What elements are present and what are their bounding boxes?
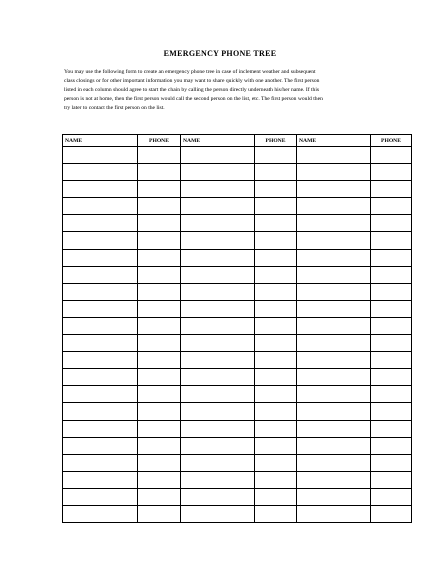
- name-cell[interactable]: [63, 232, 138, 249]
- table-header-row: [63, 135, 412, 147]
- name-cell[interactable]: [297, 352, 371, 369]
- name-cell[interactable]: [63, 505, 138, 522]
- name-cell[interactable]: [63, 454, 138, 471]
- name-cell[interactable]: [63, 283, 138, 300]
- instructions-line: class closings or for other important information you may want to share quickly with one another. The first person: [64, 78, 320, 85]
- phone-cell[interactable]: [138, 403, 181, 420]
- phone-cell[interactable]: [255, 232, 297, 249]
- phone-cell[interactable]: [138, 181, 181, 198]
- phone-cell[interactable]: [371, 505, 412, 522]
- name-cell[interactable]: [297, 420, 371, 437]
- name-cell[interactable]: [297, 249, 371, 266]
- name-cell[interactable]: [181, 181, 255, 198]
- phone-cell[interactable]: [255, 471, 297, 488]
- phone-cell[interactable]: [138, 283, 181, 300]
- name-cell[interactable]: [181, 266, 255, 283]
- name-cell[interactable]: [63, 335, 138, 352]
- phone-cell[interactable]: [255, 335, 297, 352]
- phone-cell[interactable]: [371, 181, 412, 198]
- phone-cell[interactable]: [255, 198, 297, 215]
- column-header-phone: PHONE: [138, 135, 181, 147]
- instructions-line: person is not at home, then the first person would call the second person on the list, etc. The first person would then: [64, 96, 323, 103]
- table-row: [63, 164, 412, 181]
- name-cell[interactable]: [297, 198, 371, 215]
- phone-cell[interactable]: [371, 403, 412, 420]
- phone-cell[interactable]: [255, 488, 297, 505]
- name-cell[interactable]: [297, 471, 371, 488]
- column-header-phone: PHONE: [371, 135, 412, 147]
- phone-cell[interactable]: [255, 300, 297, 317]
- phone-cell[interactable]: [255, 403, 297, 420]
- table-body: [63, 147, 412, 523]
- name-cell[interactable]: [297, 403, 371, 420]
- phone-cell[interactable]: [138, 215, 181, 232]
- instructions-line: listed in each column should agree to start the chain by calling the person directly underneath his/her name. If this: [64, 87, 320, 94]
- phone-cell[interactable]: [371, 300, 412, 317]
- column-header-name: NAME: [297, 135, 371, 147]
- name-cell[interactable]: [181, 335, 255, 352]
- phone-cell[interactable]: [138, 300, 181, 317]
- table-row: [63, 317, 412, 334]
- phone-cell[interactable]: [371, 471, 412, 488]
- phone-cell[interactable]: [138, 471, 181, 488]
- phone-cell[interactable]: [138, 317, 181, 334]
- name-cell[interactable]: [297, 215, 371, 232]
- instructions-paragraph: [64, 68, 400, 113]
- phone-cell[interactable]: [255, 215, 297, 232]
- phone-cell[interactable]: [255, 147, 297, 164]
- phone-cell[interactable]: [371, 283, 412, 300]
- name-cell[interactable]: [63, 266, 138, 283]
- table-row: [63, 181, 412, 198]
- phone-cell[interactable]: [371, 420, 412, 437]
- phone-cell[interactable]: [371, 147, 412, 164]
- name-cell[interactable]: [181, 437, 255, 454]
- table-row: [63, 488, 412, 505]
- name-cell[interactable]: [297, 300, 371, 317]
- phone-cell[interactable]: [138, 352, 181, 369]
- name-cell[interactable]: [63, 317, 138, 334]
- instructions-line: You may use the following form to create an emergency phone tree in case of inclement weather and subsequent: [64, 69, 316, 75]
- name-cell[interactable]: [63, 300, 138, 317]
- phone-cell[interactable]: [255, 164, 297, 181]
- phone-cell[interactable]: [255, 505, 297, 522]
- phone-cell[interactable]: [138, 488, 181, 505]
- name-cell[interactable]: [297, 454, 371, 471]
- phone-cell[interactable]: [255, 420, 297, 437]
- table-row: [63, 283, 412, 300]
- name-cell[interactable]: [181, 283, 255, 300]
- table-row: [63, 505, 412, 522]
- name-cell[interactable]: [63, 181, 138, 198]
- phone-cell[interactable]: [371, 198, 412, 215]
- name-cell[interactable]: [297, 369, 371, 386]
- table-row: [63, 232, 412, 249]
- name-cell[interactable]: [181, 198, 255, 215]
- name-cell[interactable]: [181, 215, 255, 232]
- table-row: [63, 403, 412, 420]
- name-cell[interactable]: [181, 232, 255, 249]
- phone-cell[interactable]: [371, 232, 412, 249]
- instructions-line: try later to contact the first person on the list.: [64, 105, 165, 112]
- name-cell[interactable]: [181, 471, 255, 488]
- phone-cell[interactable]: [371, 454, 412, 471]
- phone-cell[interactable]: [138, 164, 181, 181]
- document-title: EMERGENCY PHONE TREE: [163, 49, 277, 58]
- table-row: [63, 147, 412, 164]
- column-header-name: NAME: [181, 135, 255, 147]
- name-cell[interactable]: [181, 488, 255, 505]
- name-cell[interactable]: [297, 147, 371, 164]
- name-cell[interactable]: [63, 164, 138, 181]
- phone-cell[interactable]: [371, 437, 412, 454]
- phone-cell[interactable]: [255, 437, 297, 454]
- phone-cell[interactable]: [371, 249, 412, 266]
- phone-tree-table: [62, 134, 412, 523]
- phone-cell[interactable]: [255, 283, 297, 300]
- name-cell[interactable]: [181, 317, 255, 334]
- name-cell[interactable]: [63, 147, 138, 164]
- phone-cell[interactable]: [138, 420, 181, 437]
- phone-cell[interactable]: [371, 215, 412, 232]
- name-cell[interactable]: [297, 505, 371, 522]
- phone-cell[interactable]: [138, 335, 181, 352]
- name-cell[interactable]: [63, 352, 138, 369]
- column-header-name: NAME: [63, 135, 138, 147]
- name-cell[interactable]: [297, 283, 371, 300]
- phone-cell[interactable]: [371, 488, 412, 505]
- table-row: [63, 420, 412, 437]
- name-cell[interactable]: [297, 164, 371, 181]
- phone-cell[interactable]: [138, 198, 181, 215]
- phone-cell[interactable]: [138, 437, 181, 454]
- name-cell[interactable]: [181, 369, 255, 386]
- phone-cell[interactable]: [138, 232, 181, 249]
- phone-cell[interactable]: [371, 335, 412, 352]
- phone-cell[interactable]: [255, 369, 297, 386]
- name-cell[interactable]: [181, 505, 255, 522]
- name-cell[interactable]: [297, 232, 371, 249]
- phone-cell[interactable]: [255, 266, 297, 283]
- phone-cell[interactable]: [138, 386, 181, 403]
- name-cell[interactable]: [297, 488, 371, 505]
- table-row: [63, 215, 412, 232]
- name-cell[interactable]: [181, 454, 255, 471]
- name-cell[interactable]: [181, 300, 255, 317]
- name-cell[interactable]: [63, 488, 138, 505]
- column-header-phone: PHONE: [255, 135, 297, 147]
- name-cell[interactable]: [181, 249, 255, 266]
- table-row: [63, 335, 412, 352]
- name-cell[interactable]: [181, 386, 255, 403]
- name-cell[interactable]: [63, 369, 138, 386]
- table-row: [63, 437, 412, 454]
- table-row: [63, 266, 412, 283]
- phone-cell[interactable]: [255, 386, 297, 403]
- phone-cell[interactable]: [371, 317, 412, 334]
- phone-cell[interactable]: [371, 369, 412, 386]
- name-cell[interactable]: [63, 215, 138, 232]
- phone-cell[interactable]: [371, 164, 412, 181]
- table-row: [63, 352, 412, 369]
- phone-cell[interactable]: [138, 369, 181, 386]
- phone-cell[interactable]: [255, 317, 297, 334]
- phone-cell[interactable]: [255, 454, 297, 471]
- name-cell[interactable]: [63, 471, 138, 488]
- phone-cell[interactable]: [255, 352, 297, 369]
- name-cell[interactable]: [181, 403, 255, 420]
- phone-cell[interactable]: [138, 454, 181, 471]
- phone-cell[interactable]: [371, 352, 412, 369]
- phone-cell[interactable]: [371, 386, 412, 403]
- table-row: [63, 369, 412, 386]
- phone-cell[interactable]: [138, 266, 181, 283]
- name-cell[interactable]: [63, 198, 138, 215]
- name-cell[interactable]: [297, 335, 371, 352]
- table-row: [63, 249, 412, 266]
- table-row: [63, 300, 412, 317]
- phone-cell[interactable]: [138, 505, 181, 522]
- name-cell[interactable]: [297, 266, 371, 283]
- phone-cell[interactable]: [255, 181, 297, 198]
- table-row: [63, 454, 412, 471]
- name-cell[interactable]: [297, 317, 371, 334]
- name-cell[interactable]: [297, 437, 371, 454]
- name-cell[interactable]: [63, 420, 138, 437]
- phone-cell[interactable]: [138, 249, 181, 266]
- phone-cell[interactable]: [371, 266, 412, 283]
- table-row: [63, 198, 412, 215]
- name-cell[interactable]: [297, 181, 371, 198]
- table-row: [63, 471, 412, 488]
- name-cell[interactable]: [63, 386, 138, 403]
- table-row: [63, 386, 412, 403]
- name-cell[interactable]: [181, 164, 255, 181]
- name-cell[interactable]: [181, 420, 255, 437]
- name-cell[interactable]: [181, 352, 255, 369]
- name-cell[interactable]: [63, 437, 138, 454]
- phone-cell[interactable]: [255, 249, 297, 266]
- name-cell[interactable]: [63, 249, 138, 266]
- name-cell[interactable]: [63, 403, 138, 420]
- name-cell[interactable]: [181, 147, 255, 164]
- phone-cell[interactable]: [138, 147, 181, 164]
- name-cell[interactable]: [297, 386, 371, 403]
